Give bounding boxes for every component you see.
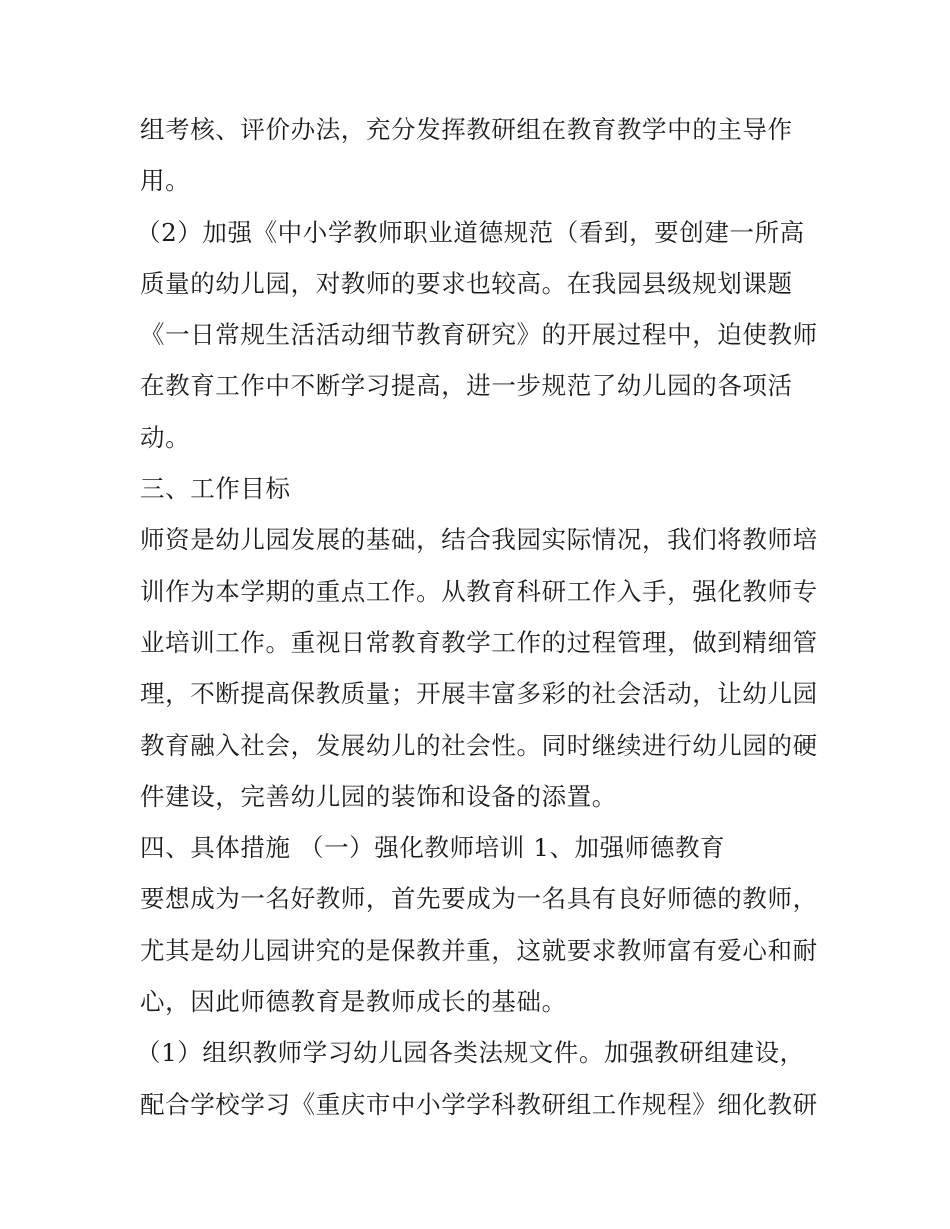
text-line: 用。 [140,166,191,196]
text-line: 训作为本学期的重点工作。从教育科研工作入手，强化教师专 [140,576,818,606]
text-line: 教育融入社会，发展幼儿的社会性。同时继续进行幼儿园的硬 [140,730,818,760]
text-line: （2）加强《中小学教师职业道德规范（看到，要创建一所高 [136,217,805,247]
text-line: 在教育工作中不断学习提高，进一步规范了幼儿园的各项活 [140,371,793,401]
text-line: 件建设，完善幼儿园的装饰和设备的添置。 [140,781,617,811]
document-body [136,104,820,1130]
text-line: 业培训工作。重视日常教育教学工作的过程管理，做到精细管 [140,627,818,657]
text-line: 配合学校学习《重庆市中小学学科教研组工作规程》细化教研 [140,1089,818,1119]
text-line: 尤其是幼儿园讲究的是保教并重，这就要求教师富有爱心和耐 [140,935,818,965]
text-line: 师资是幼儿园发展的基础，结合我园实际情况，我们将教师培 [140,525,818,555]
text-line: 组考核、评价办法，充分发挥教研组在教育教学中的主导作 [140,115,793,144]
text-line: 心，因此师德教育是教师成长的基础。 [140,987,567,1017]
text-line: 动。 [140,422,191,452]
text-line: 要想成为一名好教师，首先要成为一名具有良好师德的教师， [140,884,818,914]
text-line: 《一日常规生活活动细节教育研究》的开展过程中，迫使教师 [140,320,818,350]
section-heading: 四、具体措施 （一）强化教师培训 1、加强师德教育 [140,833,726,863]
text-line: 理，不断提高保教质量；开展丰富多彩的社会活动，让幼儿园 [140,679,818,709]
section-heading: 三、工作目标 [140,474,291,504]
text-line: （1）组织教师学习幼儿园各类法规文件。加强教研组建设， [136,1038,805,1068]
text-line: 质量的幼儿园，对教师的要求也较高。在我园县级规划课题 [140,268,793,298]
